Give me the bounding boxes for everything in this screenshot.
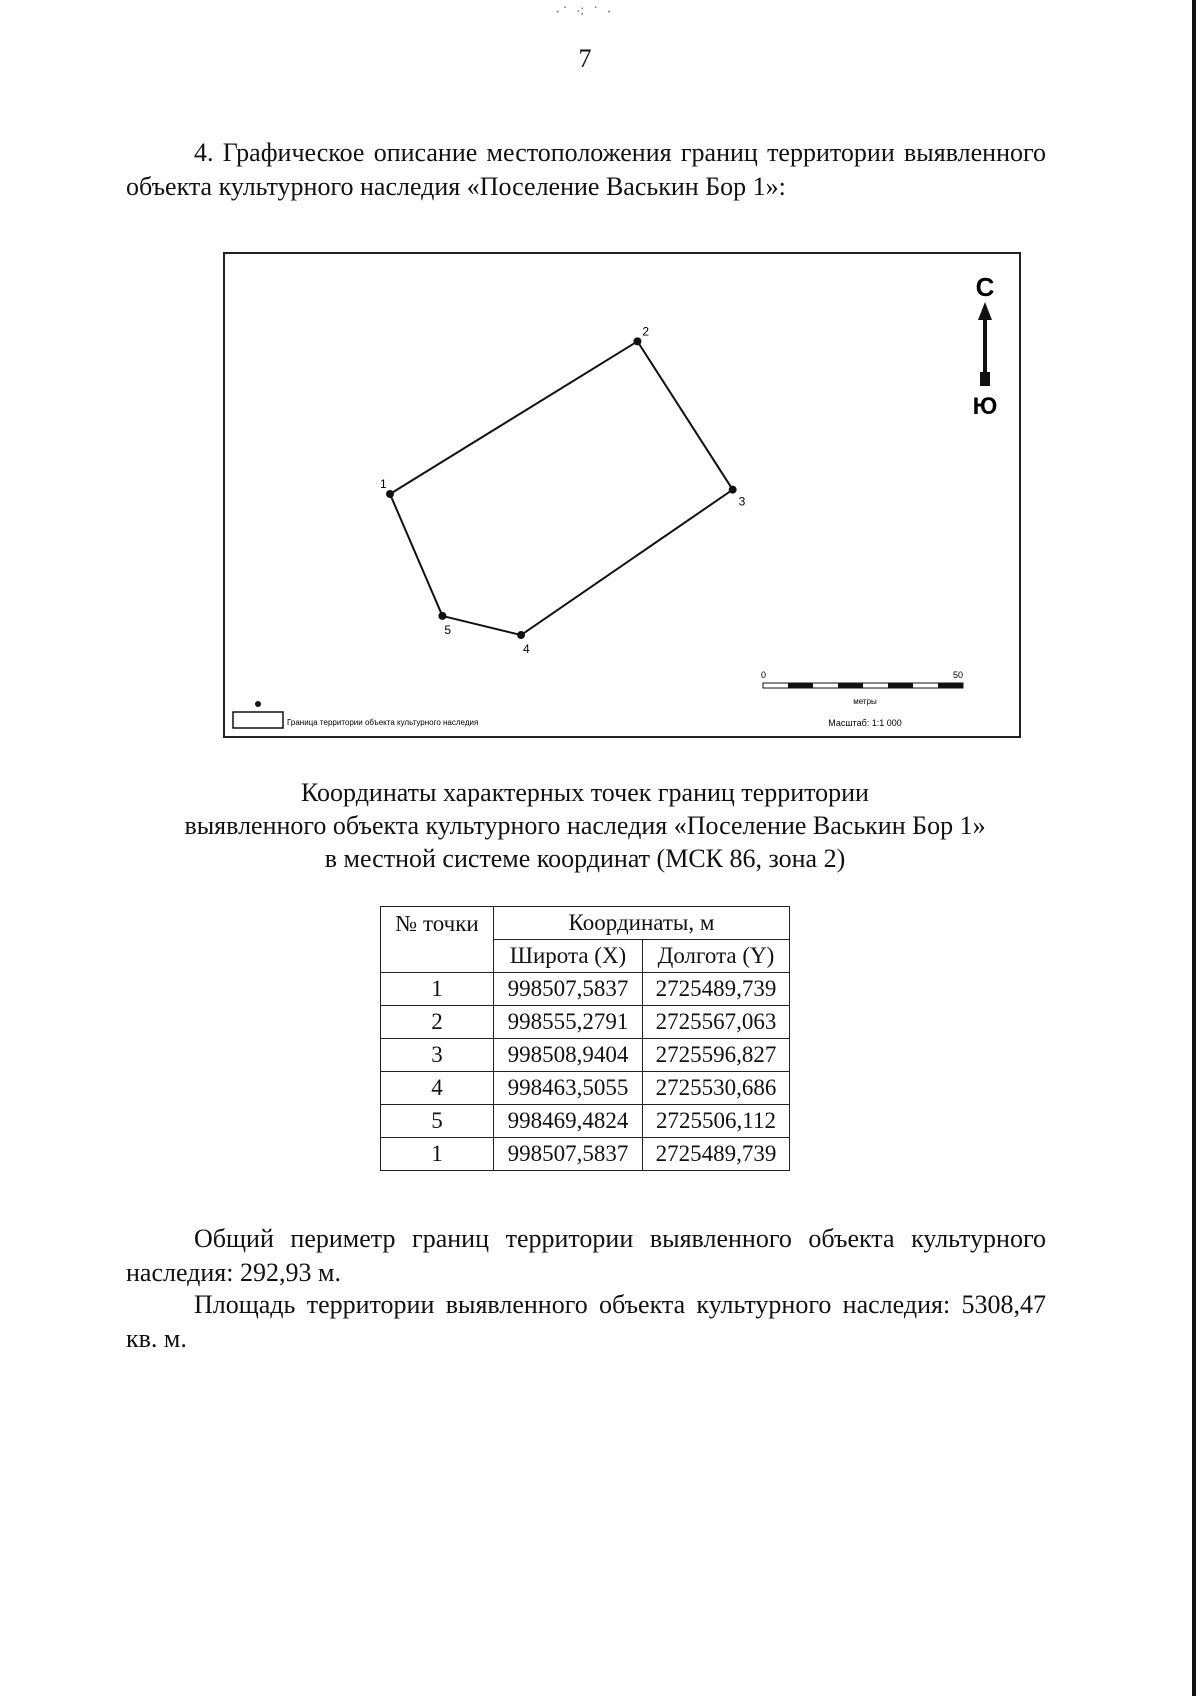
header-latitude: Широта (X) <box>494 940 643 973</box>
table-row <box>381 1006 790 1039</box>
cell-point: 3 <box>381 1039 494 1072</box>
cell-longitude: 2725530,686 <box>643 1072 790 1105</box>
boundary-point-label: 4 <box>523 642 530 657</box>
header-coordinates: Координаты, м <box>494 907 790 940</box>
boundary-point-marker <box>438 612 446 620</box>
header-point-number: № точки <box>381 907 494 973</box>
cell-point: 1 <box>381 1138 494 1171</box>
boundary-layer <box>380 324 746 656</box>
legend-text: Граница территории объекта культурного наследия <box>287 718 479 727</box>
table-caption <box>0 776 1170 875</box>
cell-latitude: 998508,9404 <box>494 1039 643 1072</box>
cell-point: 4 <box>381 1072 494 1105</box>
cell-latitude: 998507,5837 <box>494 1138 643 1171</box>
table-caption-line2: выявленного объекта культурного наследия «Поселение Васькин Бор 1» <box>184 811 986 840</box>
boundary-point-marker <box>633 337 641 345</box>
legend-boundary-swatch <box>233 712 283 728</box>
coordinates-table <box>380 906 790 1171</box>
section-heading: 4. Графическое описание местоположения границ территории выявленного объекта культурного наследия «Поселение Васькин Бор 1»: <box>126 138 1046 201</box>
table-row <box>381 1039 790 1072</box>
legend-point-icon <box>255 701 261 707</box>
cell-point: 5 <box>381 1105 494 1138</box>
cell-longitude: 2725506,112 <box>643 1105 790 1138</box>
page-number: 7 <box>578 44 592 73</box>
boundary-point-label: 1 <box>380 477 387 491</box>
boundary-map <box>223 252 1021 738</box>
map-canvas <box>225 254 1019 736</box>
table-row <box>381 1072 790 1105</box>
boundary-point-marker <box>386 490 394 498</box>
scale-bar <box>763 683 963 688</box>
scale-unit: метры <box>853 697 877 706</box>
table-row <box>381 1105 790 1138</box>
boundary-point-label: 5 <box>444 622 452 637</box>
header-longitude: Долгота (Y) <box>643 940 790 973</box>
boundary-point-marker <box>517 631 525 639</box>
scale-min: 0 <box>761 670 767 680</box>
cell-latitude: 998469,4824 <box>494 1105 643 1138</box>
cell-longitude: 2725489,739 <box>643 1138 790 1171</box>
area-paragraph: Площадь территории выявленного объекта культурного наследия: 5308,47 кв. м. <box>126 1290 1046 1353</box>
boundary-point-label: 2 <box>642 324 650 339</box>
scale-max: 50 <box>953 670 964 680</box>
boundary-point-marker <box>729 486 737 494</box>
perimeter-paragraph: Общий периметр границ территории выявленного объекта культурного наследия: 292,93 м. <box>126 1224 1046 1287</box>
north-arrow-icon <box>978 302 992 386</box>
cell-longitude: 2725567,063 <box>643 1006 790 1039</box>
cell-latitude: 998555,2791 <box>494 1006 643 1039</box>
table-row <box>381 1138 790 1171</box>
cell-longitude: 2725596,827 <box>643 1039 790 1072</box>
cell-latitude: 998463,5055 <box>494 1072 643 1105</box>
scan-edge <box>1184 0 1200 1696</box>
cell-point: 2 <box>381 1006 494 1039</box>
boundary-point-label: 3 <box>738 494 746 509</box>
scan-noise: ·˙ ⁖ ˙ · <box>555 4 614 21</box>
table-row <box>381 973 790 1006</box>
scale-ratio: Масштаб: 1:1 000 <box>828 718 902 728</box>
table-caption-line3: в местной системе координат (МСК 86, зона 2) <box>324 844 846 873</box>
south-label: Ю <box>972 393 998 420</box>
cell-longitude: 2725489,739 <box>643 973 790 1006</box>
table-caption-line1: Координаты характерных точек границ территории <box>301 778 869 807</box>
cell-point: 1 <box>381 973 494 1006</box>
north-label: С <box>975 272 995 302</box>
cell-latitude: 998507,5837 <box>494 973 643 1006</box>
boundary-polygon <box>390 341 733 635</box>
